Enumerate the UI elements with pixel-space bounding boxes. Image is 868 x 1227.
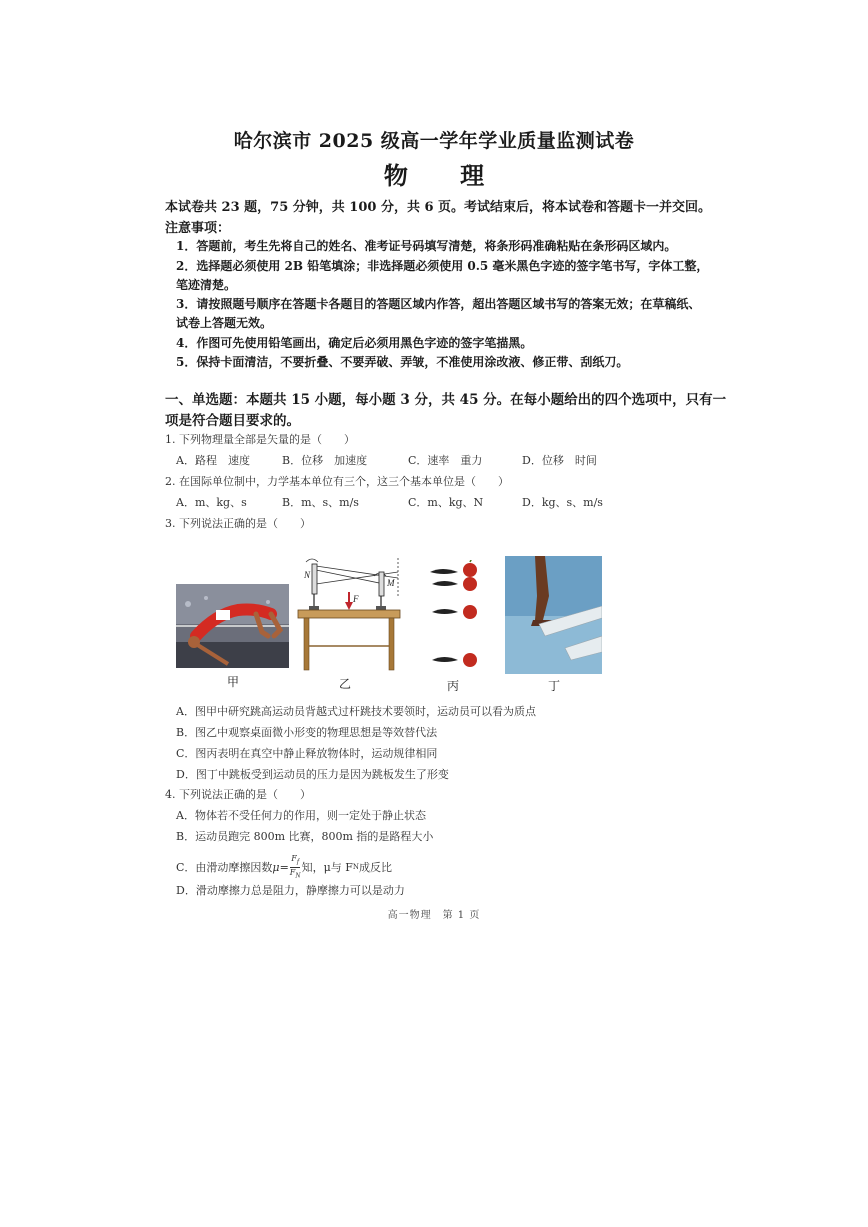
- note-item: 5．保持卡面清洁，不要折叠、不要弄破、弄皱，不准使用涂改液、修正带、刮纸刀。: [176, 355, 629, 369]
- figure-yi-table-mirrors: [294, 556, 408, 672]
- question-2-stem: 2. 在国际单位制中，力学基本单位有三个，这三个基本单位是（ ）: [165, 475, 509, 488]
- label-m: M: [387, 578, 395, 588]
- figure-caption-ding: 丁: [548, 679, 561, 693]
- label-f: F: [353, 594, 359, 604]
- exam-intro: 本试卷共 23 题，75 分钟，共 100 分，共 6 页。考试结束后，将本试卷和答题卡一并交回。: [165, 200, 712, 215]
- notes-heading: 注意事项：: [165, 221, 231, 236]
- q3-option-c: C．图丙表明在真空中静止释放物体时，运动规律相同: [176, 747, 438, 760]
- figure-caption-yi: 乙: [339, 677, 352, 691]
- label-n: N: [304, 570, 311, 580]
- numerator-symbol: F: [291, 854, 297, 863]
- q2-option-a: A．m、kg、s: [176, 496, 247, 509]
- note-item: 试卷上答题无效。: [176, 316, 273, 330]
- figure-caption-bing: 丙: [447, 679, 460, 693]
- numerator-subscript: f: [296, 858, 300, 866]
- q1-option-d: D．位移 时间: [522, 454, 597, 467]
- section-heading: 一、单选题：本题共 15 小题，每小题 3 分，共 45 分。在每小题给出的四个选项中，只有一: [165, 392, 727, 408]
- q1-option-b: B．位移 加速度: [282, 454, 368, 467]
- denominator-subscript: N: [295, 872, 301, 880]
- q4-formula-denominator: [290, 868, 301, 881]
- q4-option-d: D．滑动摩擦力总是阻力，静摩擦力可以是动力: [176, 884, 405, 897]
- q4-formula-numerator: [290, 854, 300, 868]
- q4-formula-tail-end: 成反比: [359, 861, 393, 875]
- q3-option-d: D．图丁中跳板受到运动员的压力是因为跳板发生了形变: [176, 768, 449, 781]
- q4-formula-mu: μ=: [272, 860, 289, 874]
- exam-title: 哈尔滨市 2025 级高一学年学业质量监测试卷: [233, 130, 635, 152]
- question-4-stem: 4. 下列说法正确的是（ ）: [165, 788, 311, 801]
- note-item: 1．答题前，考生先将自己的姓名、准考证号码填写清楚，将条形码准确粘贴在条形码区域内。: [176, 239, 677, 253]
- section-heading-cont: 项是符合题目要求的。: [165, 413, 300, 429]
- q2-option-b: B．m、s、m/s: [282, 496, 359, 509]
- q4-formula-tail: 知，μ与 F: [301, 861, 353, 875]
- note-item: 笔迹清楚。: [176, 278, 237, 292]
- question-1-stem: 1. 下列物理量全部是矢量的是（ ）: [165, 433, 355, 446]
- q4-option-c-text: C．由滑动摩擦因数: [176, 861, 273, 875]
- figure-jia-high-jump: [176, 584, 289, 668]
- q3-option-a: A．图甲中研究跳高运动员背越式过杆跳技术要领时，运动员可以看为质点: [176, 705, 536, 718]
- q2-option-c: C．m、kg、N: [408, 496, 484, 509]
- note-item: 4．作图可先使用铅笔画出，确定后必须用黑色字迹的签字笔描黑。: [176, 336, 533, 350]
- q4-option-a: A．物体若不受任何力的作用，则一定处于静止状态: [176, 809, 426, 822]
- denominator-symbol: F: [289, 867, 296, 877]
- figure-ding-diving-board: [505, 556, 602, 674]
- q4-formula-tail-sub: N: [352, 863, 360, 872]
- question-3-stem: 3. 下列说法正确的是（ ）: [165, 517, 311, 530]
- q1-option-a: A．路程 速度: [176, 454, 250, 467]
- subject-title: 物 理: [383, 161, 507, 190]
- q2-option-d: D．kg、s、m/s: [522, 496, 603, 509]
- note-item: 3．请按照题号顺序在答题卡各题目的答题区域内作答，超出答题区域书写的答案无效；在草稿纸、: [176, 297, 701, 311]
- q3-option-b: B．图乙中观察桌面微小形变的物理思想是等效替代法: [176, 726, 438, 739]
- page-footer: 高一物理 第 1 页: [387, 910, 481, 921]
- q1-option-c: C．速率 重力: [408, 454, 483, 467]
- figure-bing-feather-apple: [428, 560, 482, 672]
- q4-option-c: [176, 854, 392, 880]
- q4-formula-fraction: [290, 854, 301, 880]
- note-item: 2．选择题必须使用 2B 铅笔填涂；非选择题必须使用 0.5 毫米黑色字迹的签字笔书写，字体工整，: [176, 259, 709, 273]
- q4-option-b: B．运动员跑完 800m 比赛，800m 指的是路程大小: [176, 830, 434, 843]
- figure-caption-jia: 甲: [227, 675, 240, 689]
